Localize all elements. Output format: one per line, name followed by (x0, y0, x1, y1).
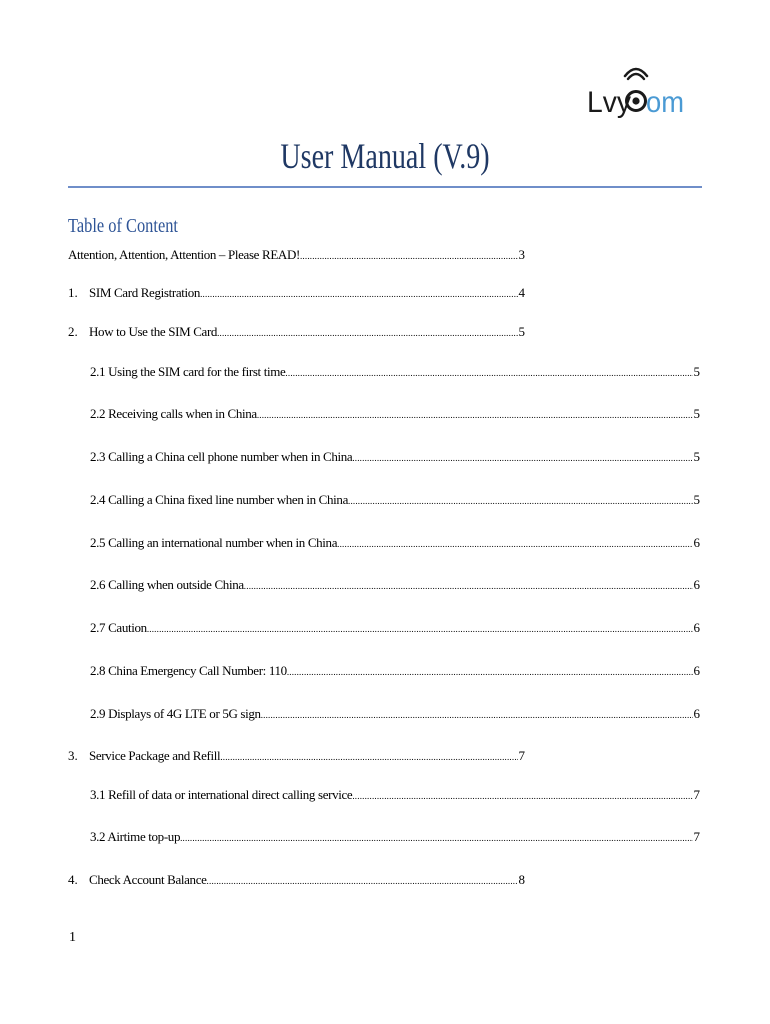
toc-entry-label: Check Account Balance (89, 872, 207, 887)
toc-leader (200, 288, 517, 301)
toc-leader (287, 666, 693, 679)
document-title: User Manual (V.9) (280, 136, 490, 176)
toc-leader (352, 790, 692, 803)
toc-entry-number: 2. (68, 324, 78, 339)
toc-entry[interactable] (90, 492, 700, 508)
toc-entry-label: 2.2 Receiving calls when in China (90, 406, 257, 421)
toc-leader (300, 250, 518, 263)
toc-entry-page: 4 (518, 285, 525, 300)
toc-heading: Table of Content (68, 215, 178, 237)
toc-entry-label: 2.9 Displays of 4G LTE or 5G sign (90, 706, 261, 721)
toc-leader (244, 580, 693, 593)
toc-leader (217, 327, 517, 340)
toc-entry-label: 3.1 Refill of data or international direct calling service (90, 787, 353, 802)
toc-entry-page: 7 (693, 829, 700, 844)
toc-entry-page: 6 (693, 663, 700, 678)
toc-entry-page: 5 (693, 492, 700, 507)
toc-entry-page: 5 (693, 364, 700, 379)
toc-entry-label: 3.2 Airtime top-up (90, 829, 181, 844)
logo-graphic (585, 58, 690, 128)
toc-entry-label: 2.5 Calling an international number when in China (90, 535, 338, 550)
toc-leader (207, 875, 518, 888)
toc-entry-page: 8 (518, 872, 525, 887)
toc-entry-number: 4. (68, 872, 78, 887)
toc-leader (337, 538, 692, 551)
toc-entry-label: 2.6 Calling when outside China (90, 577, 244, 592)
toc-entry-number: 1. (68, 285, 78, 300)
svg-text:Lvy: Lvy (587, 86, 631, 119)
toc-entry[interactable] (90, 364, 700, 380)
toc-entry[interactable] (68, 247, 525, 263)
toc-entry[interactable] (90, 663, 700, 679)
toc-entry[interactable] (90, 706, 700, 722)
toc-entry[interactable] (68, 748, 525, 764)
toc-entry-page: 5 (693, 449, 700, 464)
toc-leader (220, 751, 517, 764)
toc-entry-page: 6 (693, 577, 700, 592)
toc-leader (147, 623, 693, 636)
toc-entry[interactable] (90, 577, 700, 593)
toc-entry-label: Attention, Attention, Attention – Please READ! (68, 247, 300, 262)
svg-text:om: om (646, 86, 684, 119)
toc-entry-label: 2.7 Caution (90, 620, 147, 635)
toc-entry-label: Service Package and Refill (89, 748, 221, 763)
toc-leader (257, 409, 693, 422)
toc-leader (348, 495, 693, 508)
title-underline (68, 186, 702, 188)
toc-entry-page: 6 (693, 620, 700, 635)
toc-entry[interactable] (90, 829, 700, 845)
toc-entry[interactable] (68, 324, 525, 340)
toc-leader (352, 452, 692, 465)
toc-leader (285, 367, 692, 380)
lvycom-logo (585, 58, 690, 128)
toc-entry-page: 5 (693, 406, 700, 421)
toc-entry[interactable] (90, 449, 700, 465)
toc-entry-page: 7 (693, 787, 700, 802)
toc-entry-label: 2.8 China Emergency Call Number: 110 (90, 663, 287, 678)
toc-entry-label: 2.1 Using the SIM card for the first time (90, 364, 286, 379)
toc-entry-page: 5 (518, 324, 525, 339)
toc-entry-label: 2.4 Calling a China fixed line number when in China (90, 492, 348, 507)
toc-leader (261, 709, 693, 722)
toc-entry-page: 3 (518, 247, 525, 262)
toc-entry[interactable] (68, 872, 525, 888)
toc-entry[interactable] (90, 406, 700, 422)
toc-entry-label: 2.3 Calling a China cell phone number when in China (90, 449, 353, 464)
toc-entry-label: SIM Card Registration (89, 285, 201, 300)
toc-entry-page: 7 (518, 748, 525, 763)
toc-entry-number: 3. (68, 748, 78, 763)
toc-entry-page: 6 (693, 535, 700, 550)
toc-leader (180, 832, 692, 845)
toc-entry[interactable] (90, 535, 700, 551)
page-number: 1 (69, 930, 76, 945)
toc-entry[interactable] (90, 787, 700, 803)
toc-entry[interactable] (90, 620, 700, 636)
toc-entry-page: 6 (693, 706, 700, 721)
toc-entry-label: How to Use the SIM Card (89, 324, 218, 339)
toc-entry[interactable] (68, 285, 525, 301)
